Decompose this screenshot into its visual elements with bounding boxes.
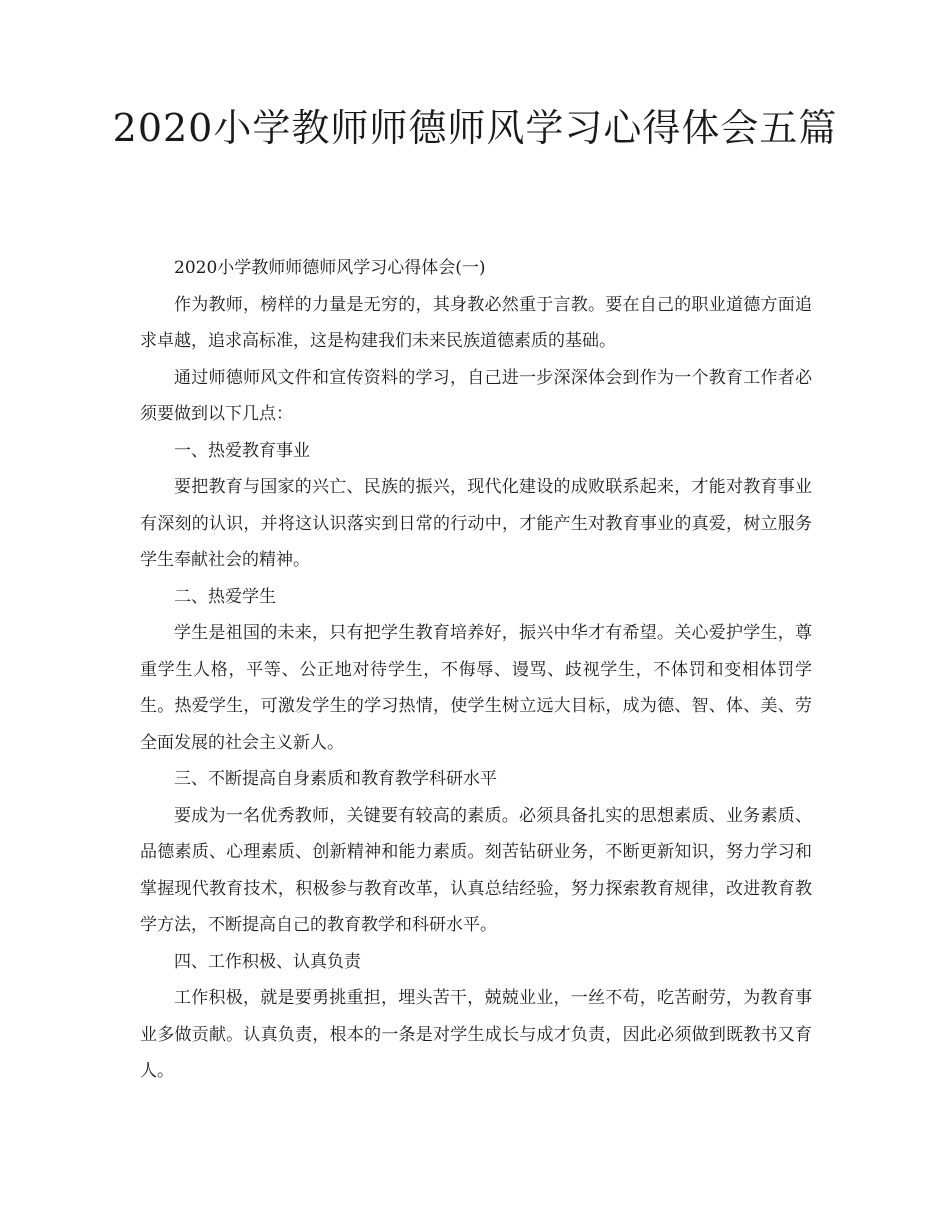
point-heading-2: 二、热爱学生 xyxy=(174,586,276,607)
point-heading-3: 三、不断提高自身素质和教育教学科研水平 xyxy=(174,769,497,789)
point-heading-4: 四、工作积极、认真负责 xyxy=(174,951,361,972)
point-heading-1: 一、热爱教育事业 xyxy=(174,440,310,461)
paragraph-point-4: 工作积极，就是要勇挑重担，埋头苦干，兢兢业业，一丝不苟，吃苦耐劳，为教育事业多做贡献。认真负责，根本的一条是对学生成长与成才负责，因此必须做到既教书又育人。 xyxy=(140,988,812,1081)
paragraph-intro: 作为教师，榜样的力量是无穷的，其身教必然重于言教。要在自己的职业道德方面追求卓越，追求高标准，这是构建我们未来民族道德素质的基础。 xyxy=(140,294,812,351)
document-title: 2020小学教师师德师风学习心得体会五篇 xyxy=(112,106,838,150)
paragraph-point-3: 要成为一名优秀教师，关键要有较高的素质。必须具备扎实的思想素质、业务素质、品德素质、心理素质、创新精神和能力素质。刻苦钻研业务，不断更新知识，努力学习和掌握现代教育技术，积极参与教育改革，认真总结经验，努力探索教育规律，改进教育教学方法，不断提高自己的教育教学和科研水平。 xyxy=(140,805,812,935)
section-heading-1: 2020小学教师师德师风学习心得体会(一) xyxy=(174,258,486,278)
paragraph-point-2: 学生是祖国的未来，只有把学生教育培养好，振兴中华才有希望。关心爱护学生，尊重学生人格，平等、公正地对待学生，不侮辱、谩骂、歧视学生，不体罚和变相体罚学生。热爱学生，可激发学生的学习热情，使学生树立远大目标，成为德、智、体、美、劳全面发展的社会主义新人。 xyxy=(140,623,812,753)
paragraph-point-1: 要把教育与国家的兴亡、民族的振兴，现代化建设的成败联系起来，才能对教育事业有深刻的认识，并将这认识落实到日常的行动中，才能产生对教育事业的真爱，树立服务学生奉献社会的精神。 xyxy=(140,477,812,570)
document-body xyxy=(140,250,812,1090)
paragraph-study: 通过师德师风文件和宣传资料的学习，自己进一步深深体会到作为一个教育工作者必须要做到以下几点： xyxy=(140,367,812,424)
